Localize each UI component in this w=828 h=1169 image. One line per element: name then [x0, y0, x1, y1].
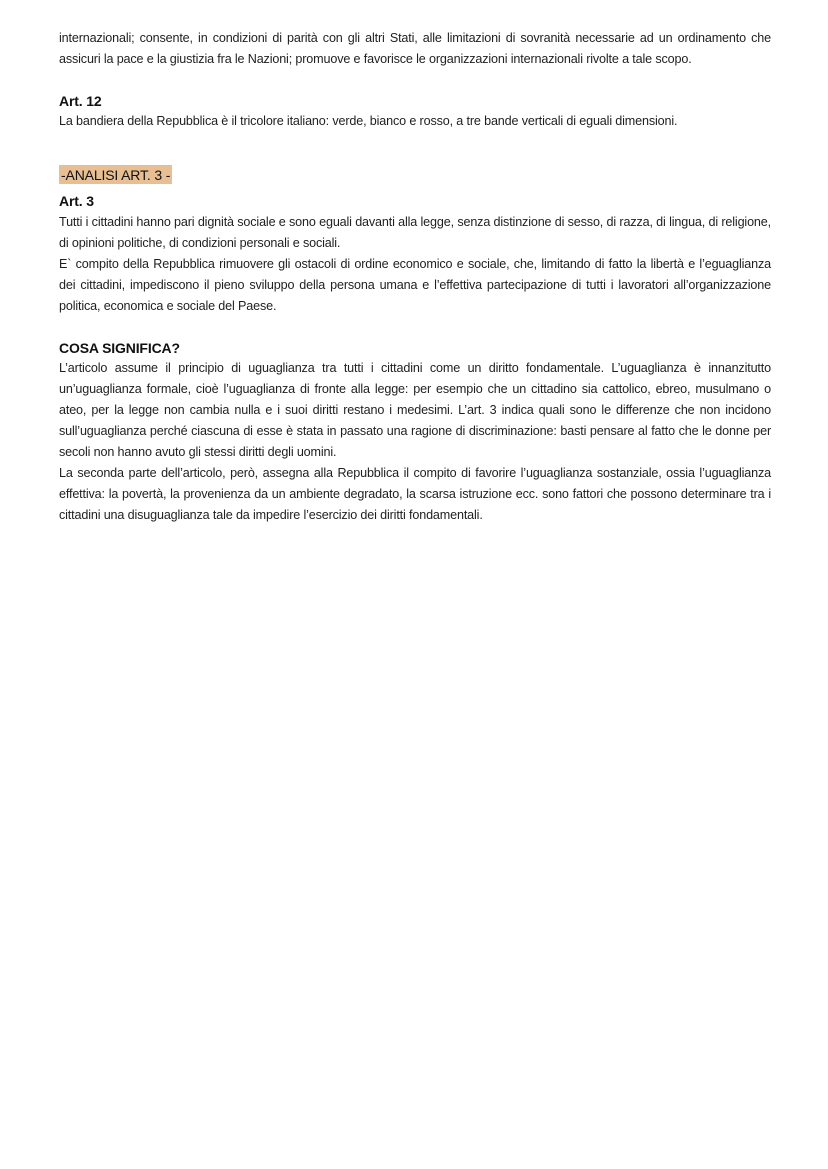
spacer	[59, 317, 771, 339]
art3-title: Art. 3	[59, 193, 94, 209]
art3-paragraph-2: E` compito della Repubblica rimuovere gli ostacoli di ordine economico e sociale, che, limitando di fatto la libertà e l’eguaglianza dei cittadini, impediscono il pieno sviluppo della persona umana e l’effettiva partecipazione di tutti i lavoratori all’organizzazione politica, economica e sociale del Paese.	[59, 257, 771, 313]
art12-title: Art. 12	[59, 93, 102, 109]
art12-paragraph: La bandiera della Repubblica è il tricolore italiano: verde, bianco e rosso, a tre bande verticali di eguali dimensioni.	[59, 114, 678, 128]
analisi-heading: -ANALISI ART. 3 -	[61, 167, 171, 183]
cosa-significa-paragraph-2: La seconda parte dell’articolo, però, assegna alla Repubblica il compito di favorire l’uguaglianza sostanziale, ossia l’uguaglianza effettiva: la povertà, la provenienza da un ambiente degradato, la scarsa istruzione ecc. sono fattori che possono determinare tra i cittadini una disuguaglianza tale da impedire l’esercizio dei diritti fondamentali.	[59, 466, 771, 522]
spacer	[59, 132, 771, 165]
document-page	[59, 28, 771, 526]
art3-paragraph-1: Tutti i cittadini hanno pari dignità sociale e sono eguali davanti alla legge, senza distinzione di sesso, di razza, di lingua, di religione, di opinioni politiche, di condizioni personali e sociali.	[59, 215, 771, 250]
analisi-heading-line	[59, 165, 771, 186]
spacer	[59, 70, 771, 92]
cosa-significa-paragraph-1: L’articolo assume il principio di uguaglianza tra tutti i cittadini come un diritto fondamentale. L’uguaglianza è innanzitutto un’uguaglianza formale, cioè l’uguaglianza di fronte alla legge: per esempio che un cittadino sia cattolico, ebreo, musulmano o ateo, per la legge non cambia nulla e i suoi diritti restano i medesimi. L’art. 3 indica quali sono le differenze che non incidono sull’uguaglianza perché ciascuna di esse è stata in passato una ragione di discriminazione: basti pensare al fatto che le donne per secoli non hanno avuto gli stessi diritti degli uomini.	[59, 361, 771, 459]
intro-paragraph: internazionali; consente, in condizioni di parità con gli altri Stati, alle limitazioni di sovranità necessarie ad un ordinamento che assicuri la pace e la giustizia fra le Nazioni; promuove e favorisce le organizzazioni internazionali rivolte a tale scopo.	[59, 31, 771, 66]
cosa-significa-heading: COSA SIGNIFICA?	[59, 340, 180, 356]
